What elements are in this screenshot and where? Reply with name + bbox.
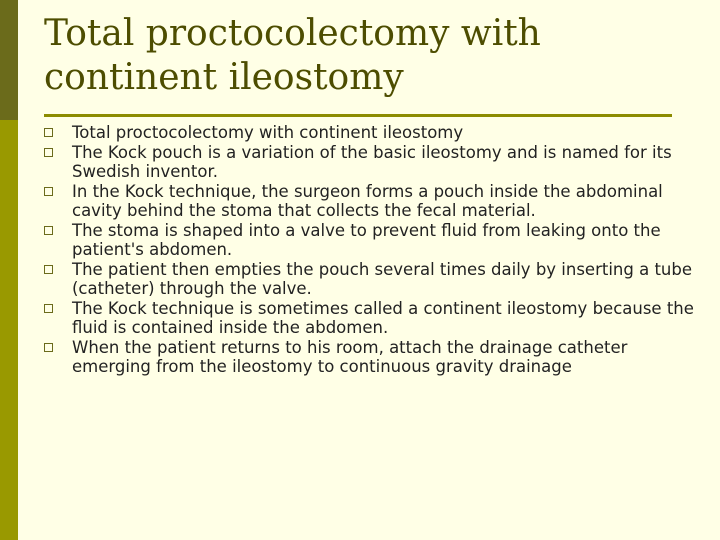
- left-accent-band: [0, 0, 18, 540]
- bullet-item: [44, 123, 704, 143]
- accent-band-light: [0, 120, 18, 540]
- bullet-item: [44, 299, 704, 338]
- bullet-item: [44, 143, 704, 182]
- hollow-square-bullet-icon: [44, 343, 53, 352]
- hollow-square-bullet-icon: [44, 128, 53, 137]
- bullet-item: [44, 260, 704, 299]
- bullet-item: [44, 221, 704, 260]
- bullet-text: Total proctocolectomy with continent ileostomy: [72, 123, 464, 142]
- accent-band-dark: [0, 0, 18, 120]
- bullet-text: When the patient returns to his room, attach the drainage catheter emerging from the ileostomy to continuous gravity drainage: [72, 337, 628, 376]
- hollow-square-bullet-icon: [44, 187, 53, 196]
- bullet-text: In the Kock technique, the surgeon forms a pouch inside the abdominal cavity behind the stoma that collects the fecal material.: [72, 181, 663, 220]
- slide-title: Total proctocolectomy with continent ileostomy: [44, 13, 541, 98]
- title-divider: [44, 114, 672, 117]
- hollow-square-bullet-icon: [44, 226, 53, 235]
- bullet-text: The stoma is shaped into a valve to prevent fluid from leaking onto the patient's abdomen.: [72, 220, 661, 259]
- bullet-list: [44, 123, 704, 377]
- bullet-text: The Kock technique is sometimes called a continent ileostomy because the fluid is contained inside the abdomen.: [72, 298, 694, 337]
- bullet-text: The Kock pouch is a variation of the basic ileostomy and is named for its Swedish inventor.: [72, 142, 672, 181]
- hollow-square-bullet-icon: [44, 148, 53, 157]
- bullet-item: [44, 182, 704, 221]
- bullet-text: The patient then empties the pouch several times daily by inserting a tube (catheter) through the valve.: [72, 259, 693, 298]
- hollow-square-bullet-icon: [44, 265, 53, 274]
- hollow-square-bullet-icon: [44, 304, 53, 313]
- bullet-item: [44, 338, 704, 377]
